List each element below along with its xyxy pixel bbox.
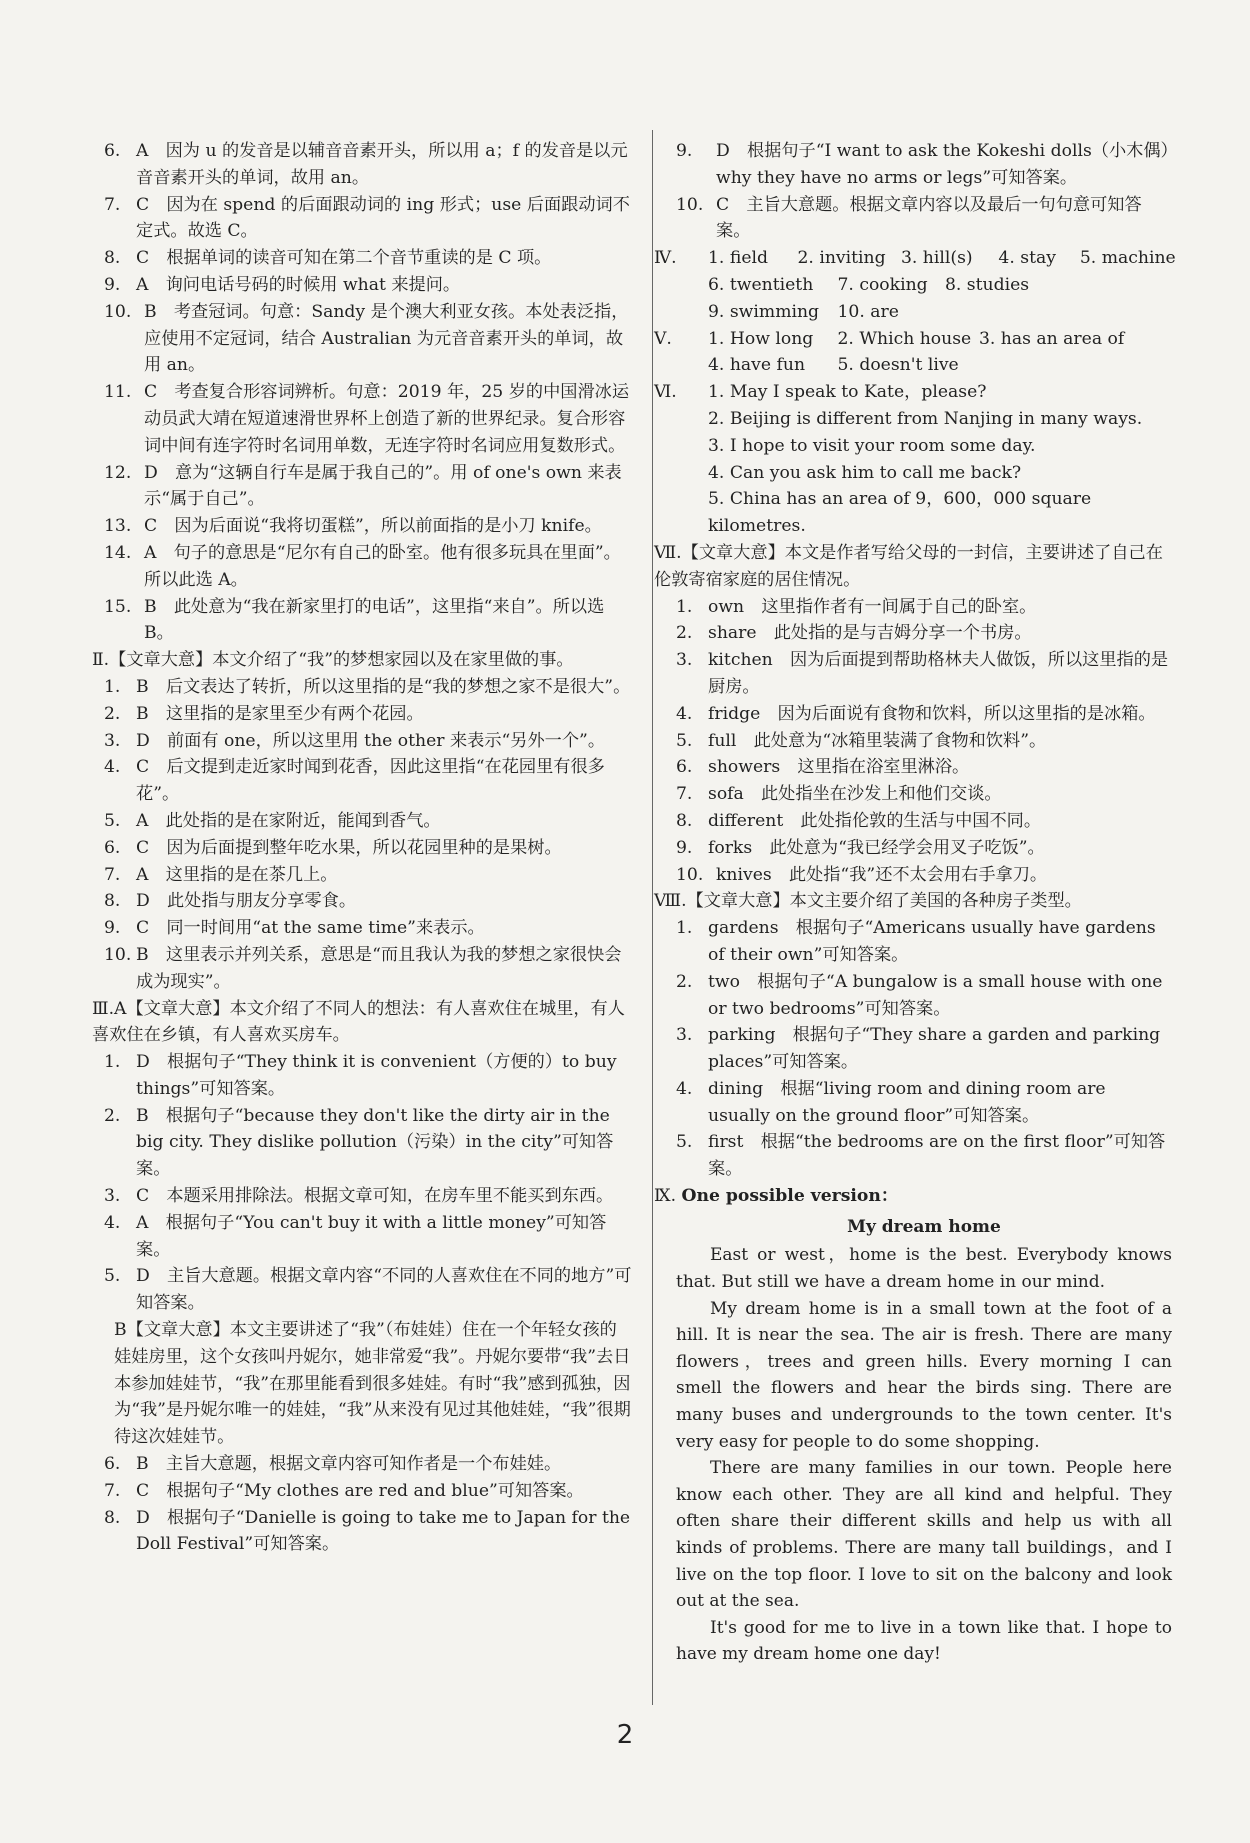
essay-title: My dream home [847, 1216, 1001, 1237]
answer-item: 4. fridge 因为后面说有食物和饮料，所以这里指的是冰箱。 [676, 703, 1156, 724]
answer-item: 14. A 句子的意思是“尼尔有自己的卧室。他有很多玩具在里面”。所以此选 A。 [104, 542, 621, 590]
section-9 [654, 1183, 1172, 1668]
right-column [654, 138, 1176, 1668]
answer-item: 11. C 考查复合形容词辨析。句意：2019 年，25 岁的中国滑冰运动员武大靖在短道速滑世界杯上创造了新的世界纪录。复合形容词中间有连字符时名词用单数，无连字符时名词应用复数形式。 [104, 382, 630, 456]
answer-item: 6. A 因为 u 的发音是以辅音音素开头，所以用 a；f 的发音是以元音音素开头的单词，故用 an。 [104, 141, 628, 188]
section-5-mark: Ⅴ. [654, 328, 672, 349]
answer-item: 3. parking 根据句子“They share a garden and parking places”可知答案。 [676, 1025, 1161, 1073]
answer-item: 10. knives 此处指“我”还不太会用右手拿刀。 [676, 864, 1048, 885]
answer-sentence: 1. May I speak to Kate，please? [708, 382, 987, 403]
section-3 [92, 996, 632, 1559]
answer-row: 1. How long 2. Which house 3. has an area of [708, 328, 1125, 349]
answer-item: 8. C 根据单词的读音可知在第二个音节重读的是 C 项。 [104, 248, 552, 269]
answer-item: 7. sofa 此处指坐在沙发上和他们交谈。 [676, 784, 1002, 805]
answer-item: 3. kitchen 因为后面提到帮助格林夫人做饭，所以这里指的是厨房。 [676, 650, 1169, 697]
answer-item: 3. C 本题采用排除法。根据文章可知，在房车里不能买到东西。 [104, 1186, 614, 1207]
answer-item: 9. forks 此处意为“我已经学会用叉子吃饭”。 [676, 837, 1045, 858]
answer-item: 6. showers 这里指在浴室里淋浴。 [676, 757, 970, 778]
answer-item: 4. A 根据句子“You can't buy it with a little money”可知答案。 [104, 1212, 607, 1260]
section-9-label: Ⅸ. One possible version： [654, 1186, 899, 1207]
answer-sentence: 3. I hope to visit your room some day. [708, 435, 1036, 456]
answer-row: 1. field 2. inviting 3. hill(s) 4. stay 5. machine [708, 248, 1176, 269]
page-number: 2 [616, 1720, 634, 1750]
essay-paragraph: There are many families in our town. People here know each other. They are all kind and helpful. They often share their different skills and help us with all kinds of problems. There are many tall buildings，and I live on the top floor. I love to sit on the balcony and look out at the sea. [676, 1458, 1172, 1612]
essay-paragraph: It's good for me to live in a town like that. I hope to have my dream home one day! [676, 1617, 1172, 1665]
answer-row: 4. have fun 5. doesn't live [708, 355, 959, 376]
answer-item: 15. B 此处意为“我在新家里打的电话”，这里指“来自”。所以选 B。 [104, 596, 605, 644]
answer-item: 8. different 此处指伦敦的生活与中国不同。 [676, 810, 1042, 831]
section-4 [654, 245, 1176, 325]
essay-paragraph: East or west，home is the best. Everybody knows that. But still we have a dream home in our mind. [676, 1245, 1172, 1293]
answer-item: 5. full 此处意为“冰箱里装满了食物和饮料”。 [676, 730, 1047, 751]
essay-paragraph: My dream home is in a small town at the foot of a hill. It is near the sea. The air is fresh. There are many flowers，trees and green hills. Every morning I can smell the flowers and hear the birds sing. There are many buses and undergrounds to the town center. It's very easy for people to do some shopping. [676, 1298, 1172, 1452]
section-8 [654, 888, 1172, 1183]
answer-item: 8. D 根据句子“Danielle is going to take me to Japan for the Doll Festival”可知答案。 [104, 1507, 631, 1555]
answer-row: 9. swimming 10. are [708, 301, 899, 322]
answer-sentence: 2. Beijing is different from Nanjing in many ways. [708, 408, 1143, 429]
answer-item: 7. C 根据句子“My clothes are red and blue”可知答案。 [104, 1480, 584, 1501]
section-3-mark: Ⅲ. [92, 998, 115, 1019]
answer-item: 1. D 根据句子“They think it is convenient（方便的）to buy things”可知答案。 [104, 1052, 617, 1099]
answer-item: 13. C 因为后面说“我将切蛋糕”，所以前面指的是小刀 knife。 [104, 516, 602, 537]
section-1-continued [104, 138, 632, 647]
section-3-intro-b: B【文章大意】本文主要讲述了“我”（布娃娃）住在一个年轻女孩的娃娃房里，这个女孩叫丹妮尔，她非常爱“我”。丹妮尔要带“我”去日本参加娃娃节，“我”在那里能看到很多娃娃。有时“我”感到孤独，因为“我”是丹妮尔唯一的娃娃，“我”从来没有见过其他娃娃，“我”很期待这次娃娃节。 [114, 1320, 631, 1448]
section-2-mark: Ⅱ. [92, 650, 110, 671]
answer-sentence: 5. China has an area of 9，600，000 square kilometres. [708, 489, 1092, 537]
model-essay [676, 1214, 1172, 1668]
answer-item: 10. B 这里表示并列关系，意思是“而且我认为我的梦想之家很快会成为现实”。 [104, 944, 622, 992]
answer-item: 6. C 因为后面提到整年吃水果，所以花园里种的是果树。 [104, 837, 562, 858]
section-7-intro: Ⅶ.【文章大意】本文是作者写给父母的一封信，主要讲述了自己在伦敦寄宿家庭的居住情况。 [654, 542, 1163, 590]
answer-item: 6. B 主旨大意题，根据文章内容可知作者是一个布娃娃。 [104, 1454, 562, 1475]
answer-item: 12. D 意为“这辆自行车是属于我自己的”。用 of one's own 来表示“属于自己”。 [104, 462, 622, 510]
answer-item: 2. share 此处指的是与吉姆分享一个书房。 [676, 623, 1032, 644]
answer-item: 2. B 这里指的是家里至少有两个花园。 [104, 703, 424, 724]
answer-sentence: 4. Can you ask him to call me back? [708, 462, 1022, 483]
section-5 [654, 326, 1172, 380]
answer-item: 9. C 同一时间用“at the same time”来表示。 [104, 918, 485, 939]
answer-item: 3. D 前面有 one，所以这里用 the other 来表示“另外一个”。 [104, 730, 606, 751]
column-divider [652, 130, 653, 1705]
section-2 [92, 647, 632, 995]
answer-item: 9. D 根据句子“I want to ask the Kokeshi dolls（小木偶）why they have no arms or legs”可知答案。 [676, 141, 1170, 188]
answer-item: 1. B 后文表达了转折，所以这里指的是“我的梦想之家不是很大”。 [104, 676, 631, 697]
answer-item: 1. gardens 根据句子“Americans usually have gardens of their own”可知答案。 [676, 918, 1156, 965]
answer-item: 2. two 根据句子“A bungalow is a small house with one or two bedrooms”可知答案。 [676, 971, 1163, 1019]
answer-item: 4. dining 根据“living room and dining room are usually on the ground floor”可知答案。 [676, 1078, 1106, 1126]
answer-row: 6. twentieth 7. cooking 8. studies [708, 274, 1030, 295]
section-7-mark: Ⅶ. [654, 542, 682, 563]
answer-item: 10. C 主旨大意题。根据文章内容以及最后一句句意可知答案。 [676, 194, 1142, 242]
answer-item: 8. D 此处指与朋友分享零食。 [104, 891, 357, 912]
section-6 [654, 379, 1172, 540]
answer-item: 4. C 后文提到走近家时闻到花香，因此这里指“在花园里有很多花”。 [104, 757, 605, 805]
answer-item: 1. own 这里指作者有一间属于自己的卧室。 [676, 596, 1037, 617]
section-8-intro: Ⅷ.【文章大意】本文主要介绍了美国的各种房子类型。 [654, 891, 1082, 912]
answer-item: 7. C 因为在 spend 的后面跟动词的 ing 形式；use 后面跟动词不定式。故选 C。 [104, 194, 630, 242]
section-7 [654, 540, 1172, 888]
answer-item: 5. first 根据“the bedrooms are on the first floor”可知答案。 [676, 1132, 1166, 1180]
answer-item: 5. D 主旨大意题。根据文章内容“不同的人喜欢住在不同的地方”可知答案。 [104, 1266, 632, 1314]
left-column [92, 138, 632, 1558]
section-3-intro-a: Ⅲ.A【文章大意】本文介绍了不同人的想法：有人喜欢住在城里，有人喜欢住在乡镇，有人喜欢买房车。 [92, 998, 625, 1046]
section-8-mark: Ⅷ. [654, 891, 687, 912]
section-6-mark: Ⅵ. [654, 382, 677, 403]
section-4-mark: Ⅳ. [654, 248, 677, 269]
answer-item: 7. A 这里指的是在茶几上。 [104, 864, 338, 885]
section-2-intro: Ⅱ.【文章大意】本文介绍了“我”的梦想家园以及在家里做的事。 [92, 650, 574, 671]
answer-item: 9. A 询问电话号码的时候用 what 来提问。 [104, 274, 461, 295]
answer-item: 2. B 根据句子“because they don't like the dirty air in the big city. They dislike pollution（污染）in the city”可知答案。 [104, 1105, 614, 1180]
answer-item: 10. B 考查冠词。句意：Sandy 是个澳大利亚女孩。本处表泛指，应使用不定冠词，结合 Australian 为元音音素开头的单词，故用 an。 [104, 301, 629, 376]
answer-item: 5. A 此处指的是在家附近，能闻到香气。 [104, 810, 441, 831]
section-9-mark: Ⅸ. [654, 1186, 677, 1207]
